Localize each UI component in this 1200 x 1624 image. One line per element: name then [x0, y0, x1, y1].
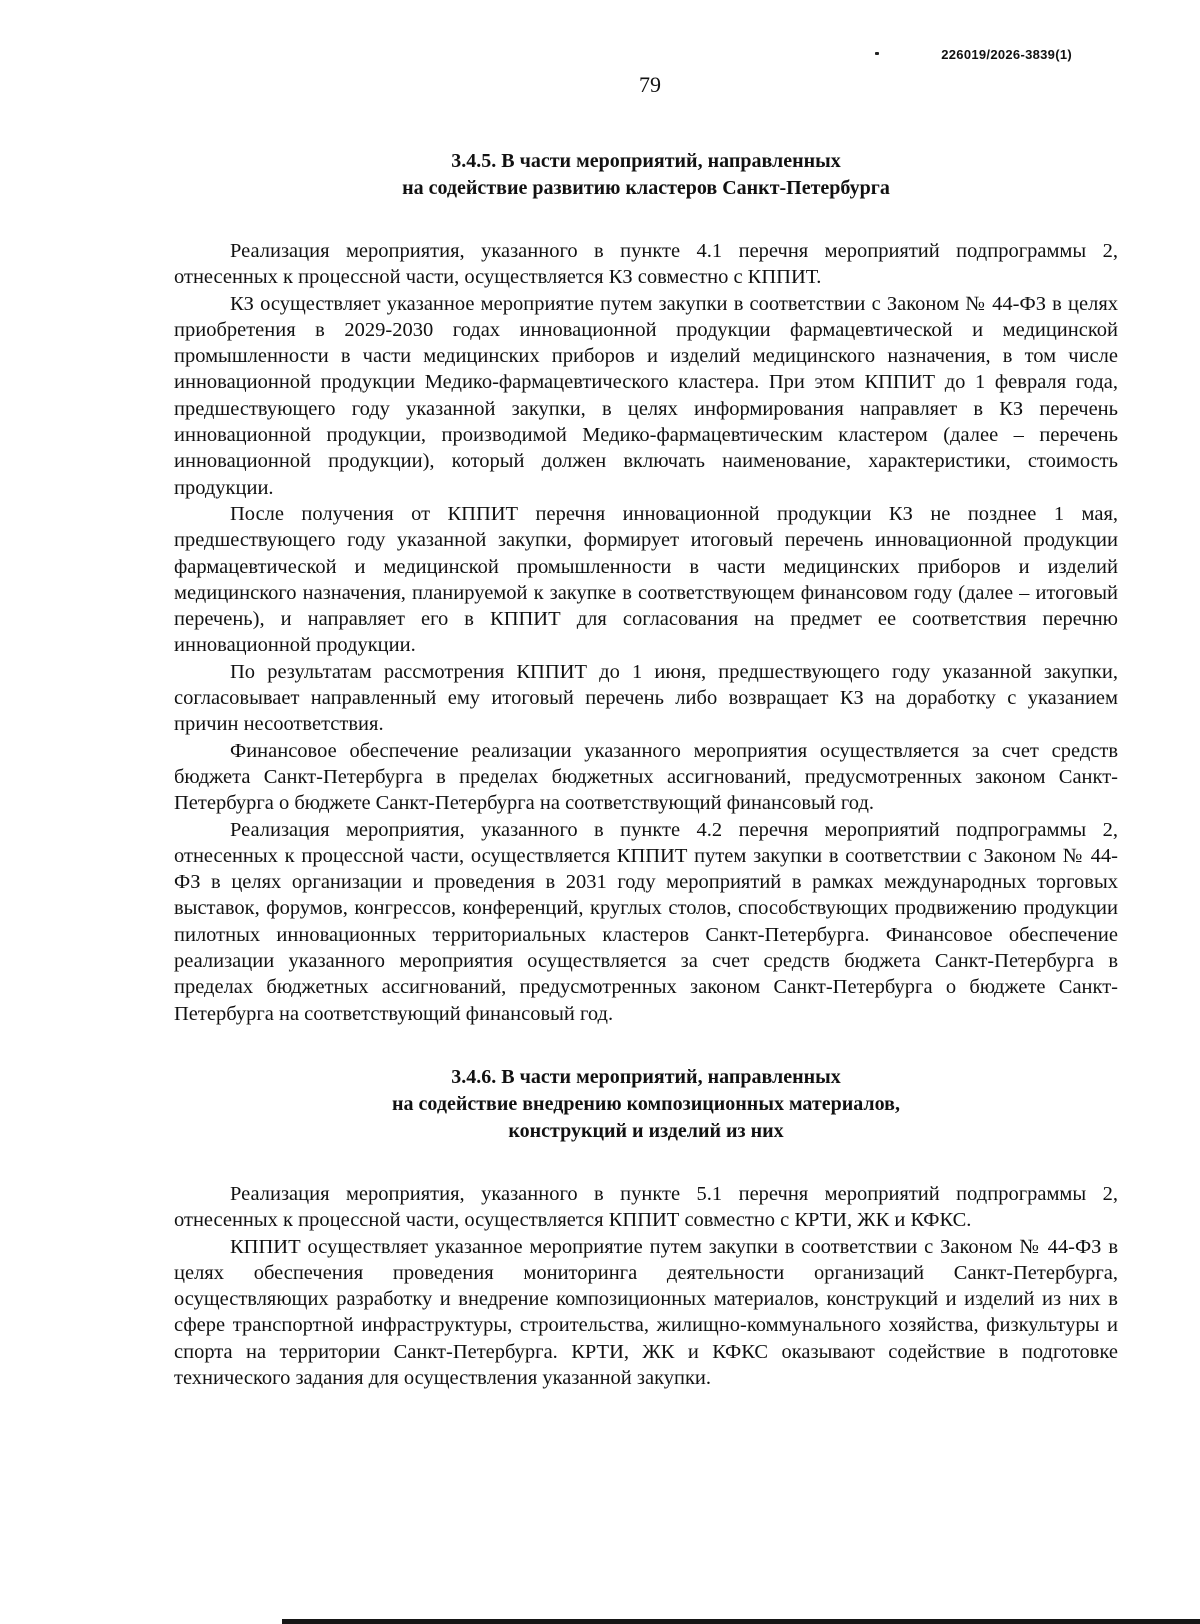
- document-body: [174, 148, 1118, 1391]
- section-title-line: конструкций и изделий из них: [508, 1119, 784, 1142]
- paragraph: КППИТ осуществляет указанное мероприятие путем закупки в соответствии с Законом № 44-ФЗ в целях обеспечения проведения мониторинга деятельности организаций Санкт-Петербурга, осуществляющих разработку и внедрение композиционных материалов, конструкций и изделий из них в сфере транспортной инфраструктуры, строительства, жилищно-коммунального хозяйства, физкультуры и спорта на территории Санкт-Петербурга. КРТИ, ЖК и КФКС оказывают содействие в подготовке технического задания для осуществления указанной закупки.: [174, 1235, 1118, 1389]
- section-paragraphs: [174, 1181, 1118, 1391]
- document-id: 226019/2026-3839(1): [941, 47, 1072, 62]
- section-title-line: 3.4.5. В части мероприятий, направленных: [451, 150, 841, 172]
- paragraph: Финансовое обеспечение реализации указанного мероприятия осуществляется за счет средств бюджета Санкт-Петербурга в пределах бюджетных ассигнований, предусмотренных законом Санкт-Петербурга о бюджете Санкт-Петербурга на соответствующий финансовый год.: [174, 739, 1118, 815]
- paragraph: КЗ осуществляет указанное мероприятие путем закупки в соответствии с Законом № 44-ФЗ в целях приобретения в 2029-2030 годах инновационной продукции фармацевтической и медицинской промышленности в части медицинских приборов и изделий медицинского назначения, в том числе инновационной продукции Медико-фармацевтического кластера. При этом КППИТ до 1 февраля года, предшествующего году указанной закупки, в целях информирования направляет в КЗ перечень инновационной продукции, производимой Медико-фармацевтическим кластером (далее – перечень инновационной продукции), который должен включать наименование, характеристики, стоимость продукции.: [174, 292, 1118, 499]
- scan-bottom-edge: [282, 1619, 1200, 1624]
- section-title-line: 3.4.6. В части мероприятий, направленных: [451, 1065, 841, 1088]
- section-title-line: на содействие внедрению композиционных материалов,: [392, 1092, 900, 1115]
- page-number: 79: [639, 72, 661, 97]
- paragraph: Реализация мероприятия, указанного в пункте 5.1 перечня мероприятий подпрограммы 2, отнесенных к процессной части, осуществляется КППИТ совместно с КРТИ, ЖК и КФКС.: [174, 1182, 1118, 1232]
- scan-speck: [875, 52, 879, 55]
- paragraph: Реализация мероприятия, указанного в пункте 4.1 перечня мероприятий подпрограммы 2, отнесенных к процессной части, осуществляется КЗ совместно с КППИТ.: [174, 240, 1118, 289]
- section-paragraphs: [174, 238, 1118, 1027]
- paragraph: По результатам рассмотрения КППИТ до 1 июня, предшествующего году указанной закупки, согласовывает направленный ему итоговый перечень либо возвращает КЗ на доработку с указанием причин несоответствия.: [174, 660, 1118, 736]
- section-3-4-6: [174, 1064, 1118, 1391]
- section-title-line: на содействие развитию кластеров Санкт-Петербурга: [402, 177, 890, 199]
- paragraph: Реализация мероприятия, указанного в пункте 4.2 перечня мероприятий подпрограммы 2, отнесенных к процессной части, осуществляется КППИТ путем закупки в соответствии с Законом № 44-ФЗ в целях организации и проведения в 2031 году мероприятий в рамках международных торговых выставок, форумов, конгрессов, конференций, круглых столов, способствующих продвижению продукции пилотных инновационных территориальных кластеров Санкт-Петербурга. Финансовое обеспечение реализации указанного мероприятия осуществляется за счет средств бюджета Санкт-Петербурга в пределах бюджетных ассигнований, предусмотренных законом Санкт-Петербурга о бюджете Санкт-Петербурга на соответствующий финансовый год.: [174, 818, 1118, 1025]
- paragraph: После получения от КППИТ перечня инновационной продукции КЗ не позднее 1 мая, предшествующего году указанной закупки, формирует итоговый перечень инновационной продукции фармацевтической и медицинской промышленности в части медицинских приборов и изделий медицинского назначения, планируемой к закупке в соответствующем финансовом году (далее – итоговый перечень), и направляет его в КППИТ для согласования на предмет ее соответствия перечню инновационной продукции.: [174, 502, 1118, 657]
- section-title: [174, 148, 1118, 202]
- section-title: [174, 1064, 1118, 1145]
- section-3-4-5: [174, 148, 1118, 1027]
